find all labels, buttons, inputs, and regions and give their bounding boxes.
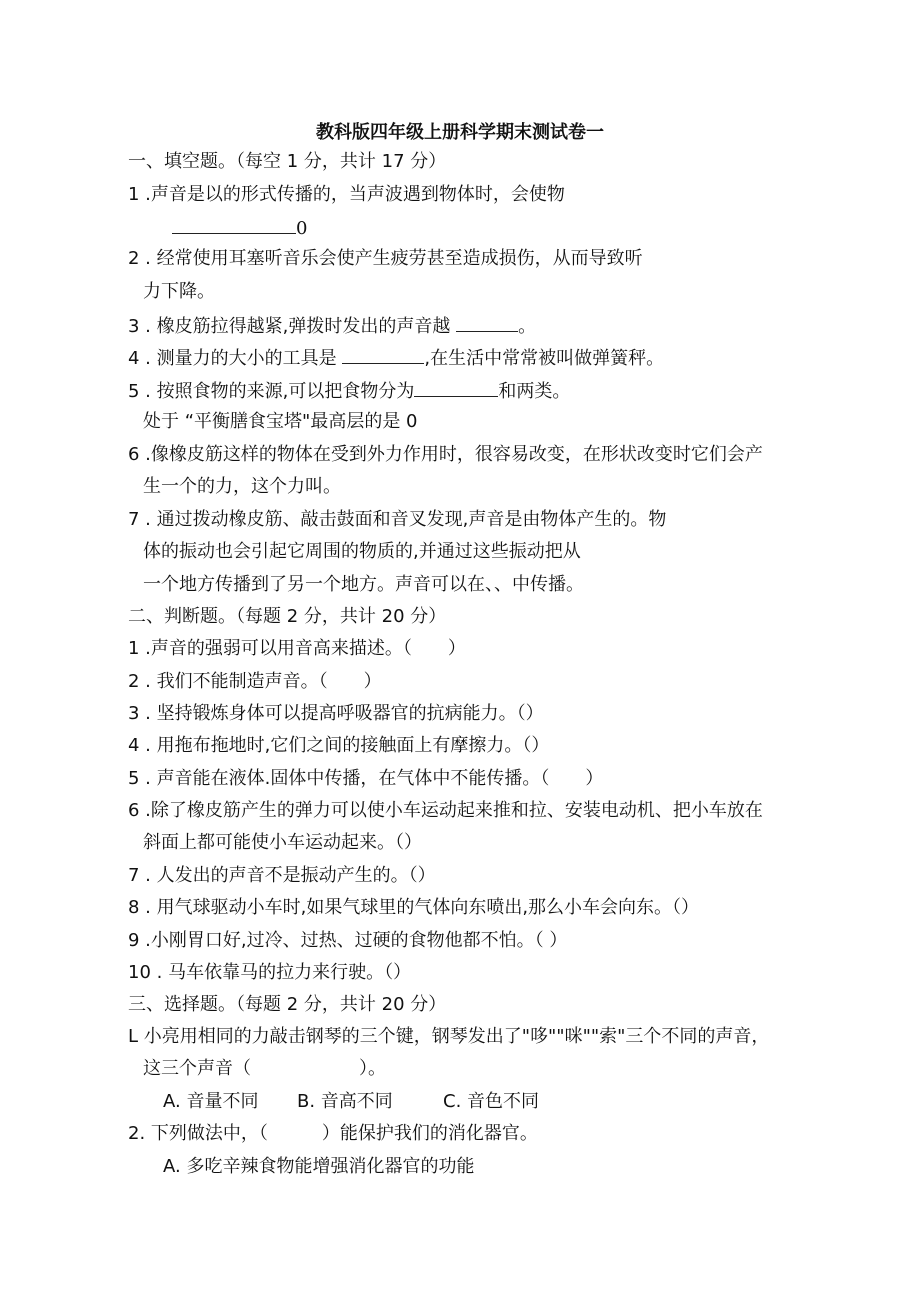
q1-3: 3 . 橡皮筋拉得越紧,弹拨时发出的声音越 。 [128, 313, 536, 339]
answer-blank [342, 345, 424, 364]
q1-2-cont: 力下降。 [143, 281, 215, 302]
q3-1: L 小亮用相同的力敲击钢琴的三个键，钢琴发出了"哆""咪""索"三个不同的声音， [128, 1026, 770, 1047]
q3-1-cont: 这三个声音（ ）。 [143, 1058, 386, 1079]
section-2-heading: 二、判断题。（每题 2 分，共计 20 分） [128, 606, 447, 627]
q3-2: 2. 下列做法中，（ ）能保护我们的消化器官。 [128, 1123, 538, 1144]
q1-6-cont: 生一个的力，这个力叫。 [143, 476, 341, 497]
q2-1: 1 .声音的强弱可以用音高来描述。（ ） [128, 638, 466, 659]
q1-5-cont: 处于 “平衡膳食宝塔"最高层的是 0 [143, 411, 418, 432]
q3-2-option-a: A. 多吃辛辣食物能增强消化器官的功能 [163, 1156, 475, 1177]
q2-4: 4 . 用拖布拖地时,它们之间的接触面上有摩擦力。（） [128, 735, 550, 756]
q2-10: 10 . 马车依靠马的拉力来行驶。（） [128, 962, 412, 983]
q3-1-option-b: B. 音高不同 [297, 1091, 393, 1112]
answer-blank [172, 215, 296, 234]
q1-7-cont-2: 一个地方传播到了另一个地方。声音可以在、、中传播。 [143, 574, 584, 595]
answer-blank [414, 378, 498, 397]
q2-6: 6 .除了橡皮筋产生的弹力可以使小车运动起来推和拉、安装电动机、把小车放在 [128, 800, 763, 821]
q1-4: 4 . 测量力的大小的工具是 ,在生活中常常被叫做弹簧秤。 [128, 345, 664, 371]
q2-3: 3 . 坚持锻炼身体可以提高呼吸器官的抗病能力。（） [128, 703, 544, 724]
q3-1-option-c: C. 音色不同 [443, 1091, 540, 1112]
exam-title: 教科版四年级上册科学期末测试卷一 [316, 122, 604, 143]
q2-7: 7 . 人发出的声音不是振动产生的。（） [128, 865, 436, 886]
section-3-heading: 三、选择题。（每题 2 分，共计 20 分） [128, 994, 447, 1015]
q2-6-cont: 斜面上都可能使小车运动起来。（） [143, 832, 422, 853]
q1-1: 1 .声音是以的形式传播的，当声波遇到物体时，会使物 [128, 184, 565, 205]
section-1-heading: 一、填空题。（每空 1 分，共计 17 分） [128, 151, 447, 172]
q2-2: 2 . 我们不能制造声音。（ ） [128, 671, 382, 692]
q1-1-cont: 0 [172, 215, 307, 241]
answer-blank [456, 313, 518, 332]
q1-5: 5 . 按照食物的来源,可以把食物分为 和两类。 [128, 378, 570, 404]
q1-2: 2 . 经常使用耳塞听音乐会使产生疲劳甚至造成损伤，从而导致听 [128, 248, 643, 269]
q1-6: 6 .像橡皮筋这样的物体在受到外力作用时，很容易改变，在形状改变时它们会产 [128, 444, 763, 465]
q3-1-option-a: A. 音量不同 [163, 1091, 259, 1112]
q2-5: 5 . 声音能在液体.固体中传播，在气体中不能传播。（ ） [128, 768, 604, 789]
q1-7: 7 . 通过拨动橡皮筋、敲击鼓面和音叉发现,声音是由物体产生的。物 [128, 509, 667, 530]
q2-8: 8 . 用气球驱动小车时,如果气球里的气体向东喷出,那么小车会向东。（） [128, 897, 700, 918]
q1-7-cont-1: 体的振动也会引起它周围的物质的,并通过这些振动把从 [143, 541, 581, 562]
q2-9: 9 .小刚胃口好,过冷、过热、过硬的食物他都不怕。（ ） [128, 930, 568, 951]
